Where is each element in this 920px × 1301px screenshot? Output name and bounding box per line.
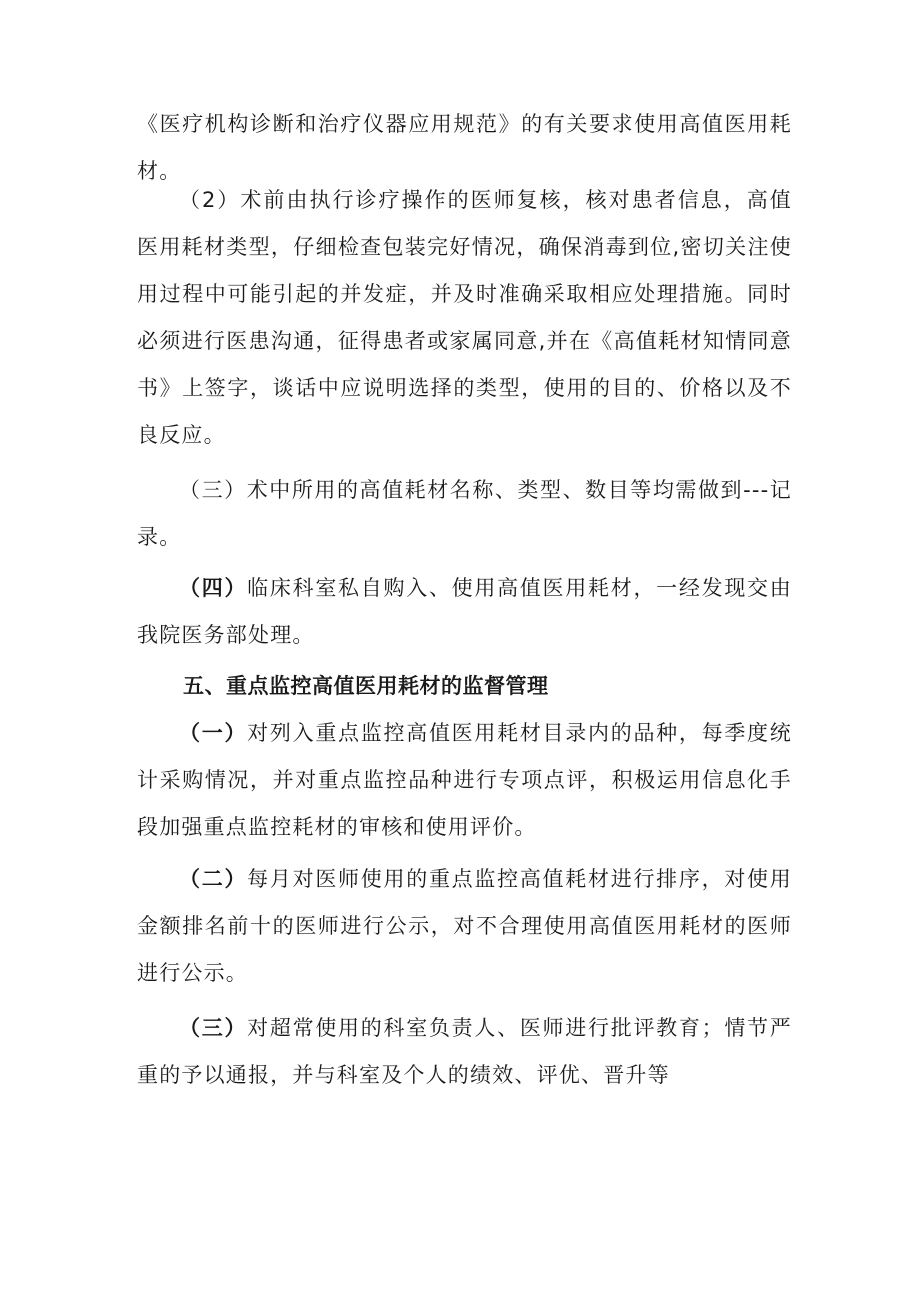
paragraph-label: （二） xyxy=(179,867,248,891)
paragraph-text: 对列入重点监控高值医用耗材目录内的品种，每季度统计采购情况，并对重点监控品种进行专项点评，积极运用信息化手段加强重点监控耗材的审核和使用评价。 xyxy=(137,721,792,839)
paragraph-item-2 xyxy=(137,177,792,459)
paragraph-text: 对超常使用的科室负责人、医师进行批评教育；情节严重的予以通报，并与科室及个人的绩效、评优、晋升等 xyxy=(137,1016,792,1087)
paragraph-item-4 xyxy=(137,565,792,659)
paragraph-label: （一） xyxy=(179,721,248,745)
paragraph-label: （三） xyxy=(179,1016,248,1040)
paragraph-label: （四） xyxy=(179,576,248,600)
paragraph-item-3 xyxy=(137,467,792,561)
paragraph-text: 临床科室私自购入、使用高值医用耗材，一经发现交由我院医务部处理。 xyxy=(137,576,792,647)
paragraph-text: 每月对医师使用的重点监控高值耗材进行排序，对使用金额排名前十的医师进行公示，对不合理使用高值医用耗材的医师进行公示。 xyxy=(137,867,792,985)
section-paragraph-3 xyxy=(137,1005,792,1099)
section-heading: 五、重点监控高值医用耗材的监督管理 xyxy=(183,674,549,698)
section-paragraph-2 xyxy=(137,856,792,997)
paragraph-text: 术前由执行诊疗操作的医师复核，核对患者信息，高值医用耗材类型，仔细检查包装完好情况，确保消毒到位,密切关注使用过程中可能引起的并发症，并及时准确采取相应处理措施。同时必须进行医患沟通，征得患者或家属同意,并在《高值耗材知情同意书》上签字，谈话中应说明选择的类型，使用的目的、价格以及不良反应。 xyxy=(137,188,792,447)
paragraph-label: （2） xyxy=(179,188,241,212)
paragraph-text: 术中所用的高值耗材名称、类型、数目等均需做到---记录。 xyxy=(137,478,792,549)
paragraph-label: （三） xyxy=(179,478,247,502)
section-paragraph-1 xyxy=(137,710,792,851)
paragraph-text: 《医疗机构诊断和治疗仪器应用规范》的有关要求使用高值医用耗材。 xyxy=(137,112,792,183)
